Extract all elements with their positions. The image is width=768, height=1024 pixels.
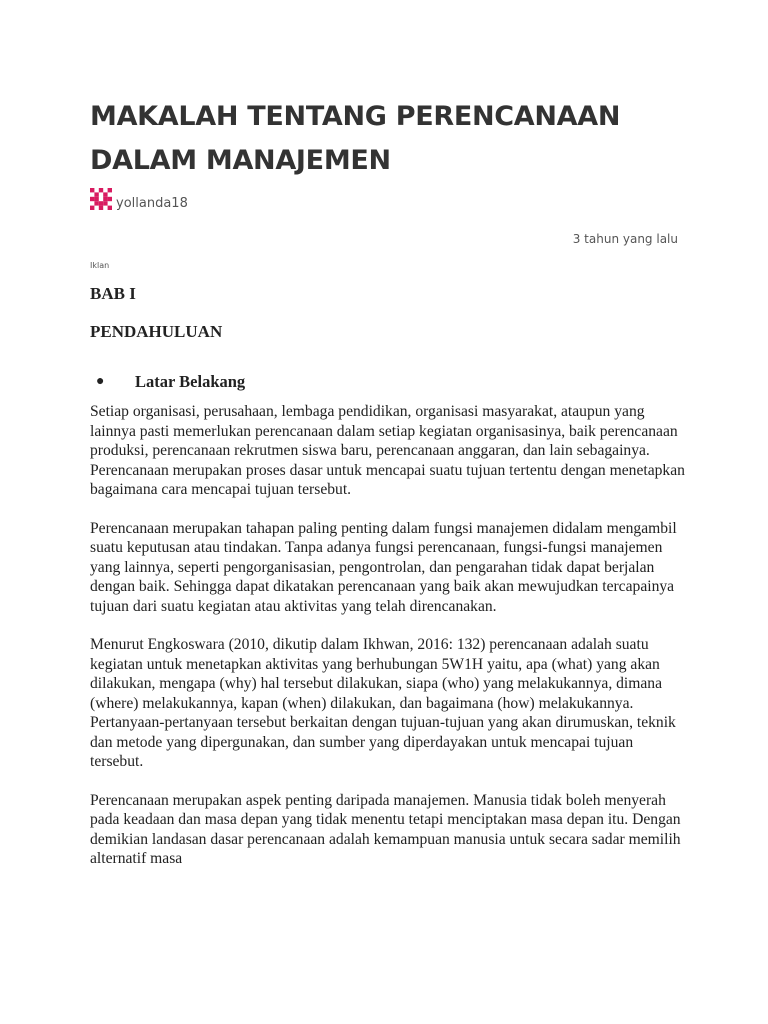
chapter-heading: BAB I (90, 284, 136, 303)
author-link[interactable]: yollanda18 (116, 196, 188, 211)
ad-label: Iklan (90, 261, 110, 270)
paragraph-2: Perencanaan merupakan tahapan paling penting dalam fungsi manajemen didalam mengambil suatu keputusan atau tindakan. Tanpa adanya fungsi perencanaan, fungsi-fungsi manajemen yang lainnya, seperti pengorganisasian, pengontrolan, dan pengarahan tidak dapat berjalan dengan baik. Sehingga dapat dikatakan perencanaan yang baik akan mewujudkan tercapainya tujuan dari suatu kegiatan atau aktivitas yang telah direncanakan. (90, 519, 677, 615)
document-body (90, 283, 690, 888)
bullet-item (90, 362, 690, 402)
bullet-label: Latar Belakang (135, 372, 246, 392)
section-heading: PENDAHULUAN (90, 322, 223, 341)
publish-timestamp: 3 tahun yang lalu (572, 232, 678, 246)
paragraph-3: Menurut Engkoswara (2010, dikutip dalam Ikhwan, 2016: 132) perencanaan adalah suatu kegiatan untuk menetapkan aktivitas yang berhubungan 5W1H yaitu, apa (what) yang akan dilakukan, mengapa (why) hal tersebut dilakukan, siapa (who) yang melakukannya, dimana (where) melakukannya, kapan (when) dilakukan, dan bagaimana (how) melakukannya. Pertanyaan-pertanyaan tersebut berkaitan dengan tujuan-tujuan yang akan dirumuskan, teknik dan metode yang dipergunakan, dan sumber yang diperdayakan untuk mencapai tujuan tersebut. (90, 636, 676, 770)
paragraph-4: Perencanaan merupakan aspek penting daripada manajemen. Manusia tidak boleh menyerah pada keadaan dan masa depan yang tidak menentu tetapi menciptakan masa depan itu. Dengan demikian landasan dasar perencanaan adalah kemampuan manusia untuk secara sadar memilih alternatif masa (90, 791, 681, 867)
paragraph-1: Setiap organisasi, perusahaan, lembaga pendidikan, organisasi masyarakat, ataupun yang lainnya pasti memerlukan perencanaan dalam setiap kegiatan organisasinya, baik perencanaan produksi, perencanaan rekrutmen siswa baru, perencanaan anggaran, dan lain sebagainya. Perencanaan merupakan proses dasar untuk mencapai suatu tujuan tertentu dengan menetapkan bagaimana cara mencapai tujuan tersebut. (90, 403, 685, 498)
bullet-dot-icon: ● (96, 374, 105, 390)
identicon-avatar-icon[interactable] (90, 188, 112, 210)
article-title: MAKALAH TENTANG PERENCANAAN DALAM MANAJEMEN (90, 101, 621, 176)
author-row (90, 186, 188, 211)
